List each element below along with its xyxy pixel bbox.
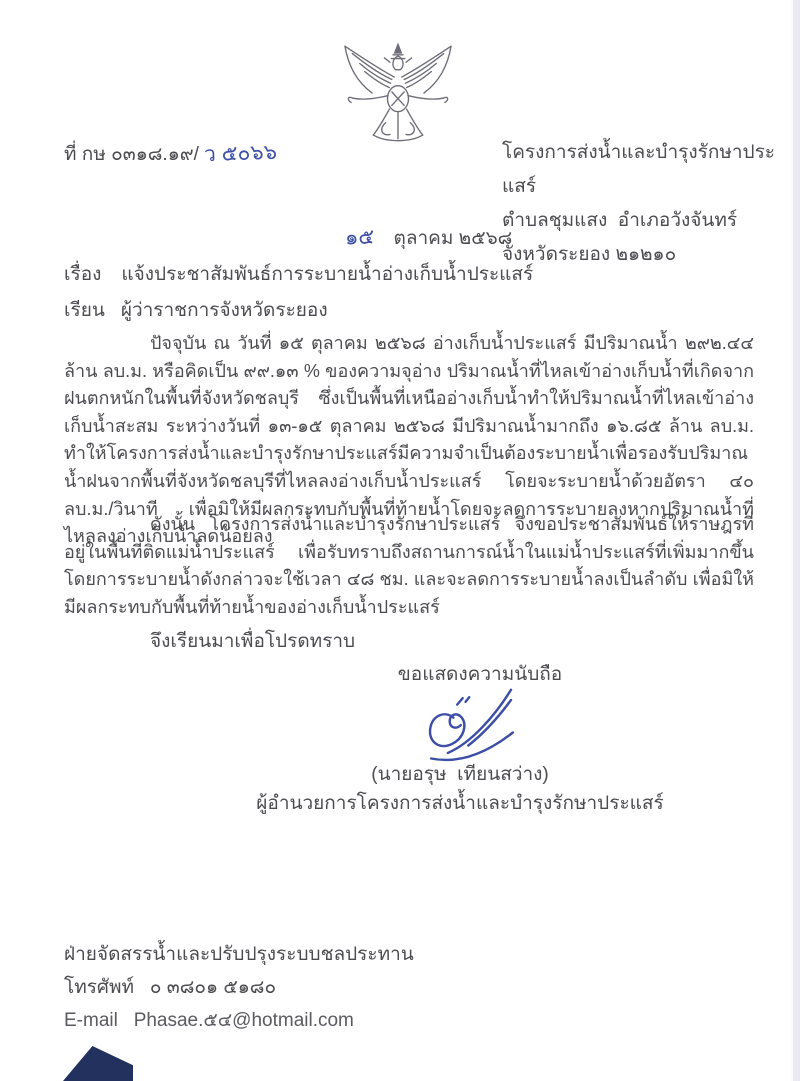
signature-icon — [420, 683, 550, 769]
respect-line: ขอแสดงความนับถือ — [397, 664, 563, 685]
signer-block — [180, 760, 740, 818]
footer-department: ฝ่ายจัดสรรน้ำและปรับปรุงระบบชลประทาน — [64, 944, 414, 965]
subject-line — [64, 259, 533, 289]
sender-address-line1: ตำบลชุมแสง อำเภอวังจันทร์ — [502, 210, 738, 231]
recipient-text: ผู้ว่าราชการจังหวัดระยอง — [120, 300, 328, 321]
reference-number-line — [64, 140, 277, 169]
footer-contact-block — [64, 938, 414, 1037]
sender-address-line2: จังหวัดระยอง ๒๑๒๑๐ — [502, 244, 677, 265]
recipient-line — [64, 295, 328, 325]
body-paragraph-2: ดังนั้น โครงการส่งน้ำและบำรุงรักษาประแสร์ จึงขอประชาสัมพันธ์ให้ราษฎรที่อยู่ในพื้นที่ติดแม่น้ำประแสร์ เพื่อรับทราบถึงสถานการณ์น้ำในแม่น้ำประแสร์ที่เพิ่มมากขึ้น โดยการระบายน้ำดังกล่าวจะใช้เวลา ๔๘ ชม. และจะลดการระบายน้ำลงเป็นลำดับ เพื่อมิให้มีผลกระทบกับพื้นที่ท้ายน้ำของอ่างเก็บน้ำประแสร์ — [64, 514, 754, 617]
email-value: Phasae.๕๔@hotmail.com — [133, 1010, 354, 1031]
reference-number-printed: ที่ กษ ๐๓๑๘.๑๙/ — [64, 144, 199, 165]
date-day-handwritten: ๑๕ — [344, 225, 375, 250]
email-label: E-mail — [64, 1010, 118, 1031]
sender-block — [502, 136, 800, 272]
body-paragraph-1: ปัจจุบัน ณ วันที่ ๑๕ ตุลาคม ๒๕๖๘ อ่างเก็บน้ำประแสร์ มีปริมาณน้ำ ๒๙๒.๔๔ ล้าน ลบ.ม. หรือคิดเป็น ๙๙.๑๓ % ของความจุอ่าง ปริมาณน้ำที่ไหลเข้าอ่างเก็บน้ำที่เกิดจากฝนตกหนักในพื้นที่จังหวัดชลบุรี ซึ่งเป็นพื้นที่เหนืออ่างเก็บน้ำทำให้ปริมาณน้ำที่ไหลเข้าอ่างเก็บน้ำสะสม ระหว่างวันที่ ๑๓-๑๕ ตุลาคม ๒๕๖๘ มีปริมาณน้ำมากถึง ๑๖.๘๕ ล้าน ลบ.ม. ทำให้โครงการส่งน้ำและบำรุงรักษาประแสร์มีความจำเป็นต้องระบายน้ำเพื่อรองรับปริมาณน้ำฝนจากพื้นที่จังหวัดชลบุรีที่ไหลลงอ่างเก็บน้ำประแสร์ โดยจะระบายน้ำด้วยอัตรา ๔๐ ลบ.ม./วินาที เพื่อมิให้มีผลกระทบกับพื้นที่ท้ายน้ำโดยจะลดการระบายลงหากปริมาณน้ำที่ไหลลงอ่างเก็บน้ำลดน้อยลง — [64, 333, 754, 547]
signer-name: (นายอรุษ เทียนสว่าง) — [371, 764, 549, 785]
footer-phone-line — [64, 971, 414, 1004]
date-month-year: ตุลาคม ๒๕๖๘ — [393, 228, 513, 249]
phone-number: ๐ ๓๘๐๑ ๕๑๘๐ — [149, 977, 277, 998]
reference-number-handwritten: ว ๕๐๖๖ — [203, 140, 278, 167]
page-corner-fold — [63, 1046, 133, 1081]
recipient-label: เรียน — [64, 300, 105, 321]
phone-label: โทรศัพท์ — [64, 977, 135, 998]
subject-text: แจ้งประชาสัมพันธ์การระบายน้ำอ่างเก็บน้ำประแสร์ — [121, 264, 534, 285]
garuda-emblem-icon — [336, 40, 460, 182]
signer-position: ผู้อำนวยการโครงการส่งน้ำและบำรุงรักษาประแสร์ — [256, 793, 664, 814]
subject-label: เรื่อง — [64, 264, 102, 285]
footer-email-line — [64, 1004, 414, 1037]
date-line — [345, 221, 512, 254]
closing-line: จึงเรียนมาเพื่อโปรดทราบ — [150, 631, 356, 652]
sender-organization: โครงการส่งน้ำและบำรุงรักษาประแสร์ — [502, 142, 775, 197]
